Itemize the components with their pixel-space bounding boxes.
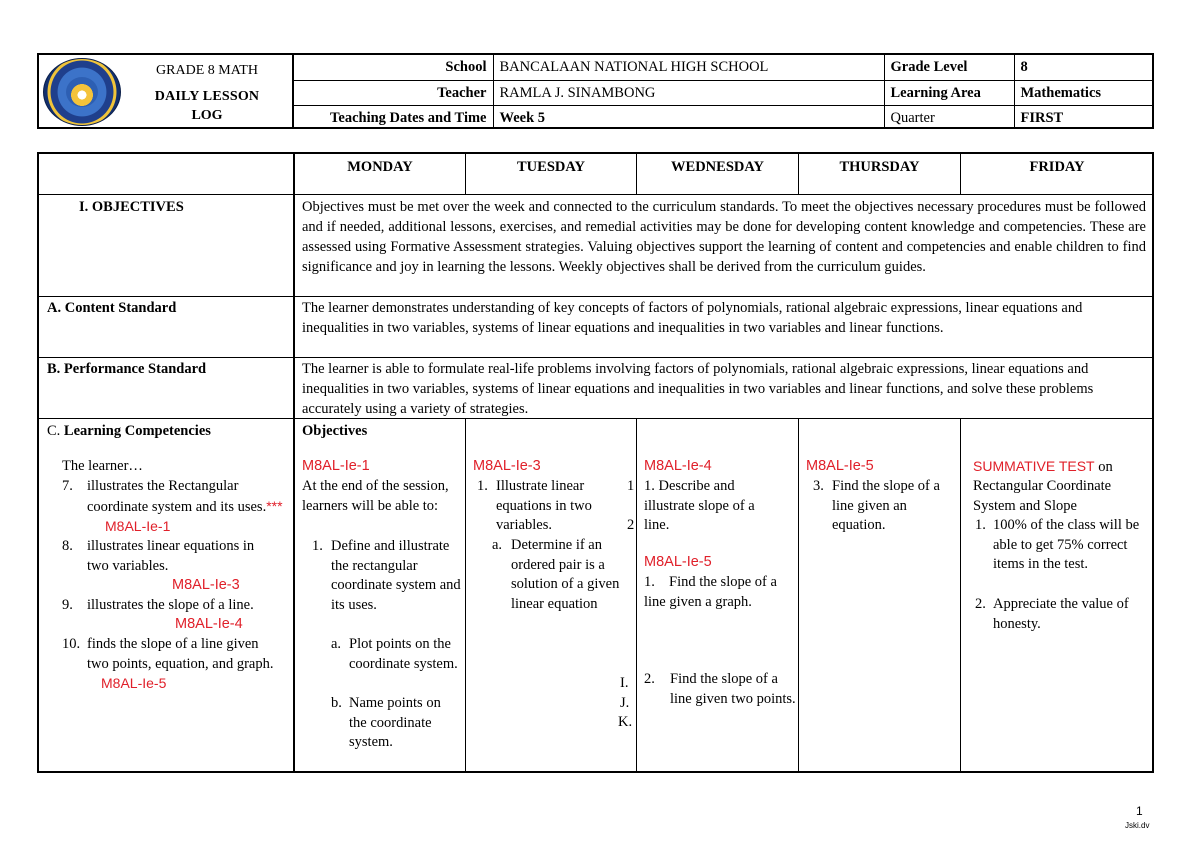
objectives-text: Objectives must be met over the week and connected to the curriculum standards. To meet the objectives necessary procedures must be followed and if needed, additional lessons, exercises, and remedial activities may be done for developing content knowledge and competencies. These are assessed using Formative Assessment strategies. Valuing objectives support the learning of content and competencies and enable children to find significance and joy in learning the lessons. Weekly objectives shall be derived from the curriculum guides. bbox=[302, 199, 1146, 275]
label-prefix: C. bbox=[47, 423, 64, 439]
friday-item: Appreciate the value of honesty. bbox=[993, 596, 1129, 632]
friday-item-num: 2. bbox=[975, 596, 986, 612]
quarter-value: FIRST bbox=[1014, 105, 1152, 129]
competency-num: 8. bbox=[62, 538, 73, 554]
grade-level-label: Grade Level bbox=[884, 55, 1014, 80]
wednesday-item: Find the slope of a line given two points. bbox=[670, 671, 796, 707]
day-header-wednesday: WEDNESDAY bbox=[671, 159, 764, 175]
quarter-label: Quarter bbox=[884, 105, 1014, 129]
competency-item: illustrates the slope of a line. bbox=[87, 597, 254, 613]
competency-stars: *** bbox=[266, 497, 283, 514]
tuesday-edge-mark: I. bbox=[620, 675, 629, 691]
thursday-item: Find the slope of a line given an equation. bbox=[832, 478, 940, 534]
competency-item bbox=[87, 537, 277, 576]
competency-item bbox=[87, 477, 287, 538]
teacher-value: RAMLA J. SINAMBONG bbox=[493, 80, 884, 105]
tuesday-edge-mark: 2 bbox=[627, 517, 635, 533]
footer-mark: Jski.dv bbox=[1125, 821, 1150, 830]
col-divider bbox=[465, 418, 466, 772]
thursday-item-num: 3. bbox=[813, 478, 824, 494]
wednesday-item-num: 2. bbox=[644, 671, 655, 687]
header-info-grid bbox=[294, 55, 1152, 129]
monday-intro: At the end of the session, learners will be able to: bbox=[302, 478, 449, 514]
col-divider bbox=[798, 418, 799, 772]
competency-code: M8AL-Ie-1 bbox=[105, 518, 171, 535]
doc-title-line2: DAILY LESSON bbox=[154, 89, 260, 104]
wednesday-code: M8AL-Ie-4 bbox=[644, 458, 712, 474]
tuesday-code: M8AL-Ie-3 bbox=[473, 458, 541, 474]
wednesday-item: Find the slope of a line given a graph. bbox=[644, 574, 777, 610]
tuesday-item: Illustrate linear equations in two variables. bbox=[496, 478, 592, 534]
competency-num: 10. bbox=[62, 636, 81, 652]
teaching-dates-label: Teaching Dates and Time bbox=[294, 105, 493, 129]
objectives-label: I. OBJECTIVES bbox=[79, 199, 184, 215]
day-header-friday: FRIDAY bbox=[1029, 159, 1085, 175]
performance-standard-label: B. Performance Standard bbox=[47, 361, 207, 377]
day-header-tuesday: TUESDAY bbox=[517, 159, 585, 175]
content-standard-text: The learner demonstrates understanding of key concepts of factors of polynomials, rational algebraic expressions, linear equations and inequalities in two variables, systems of linear equations and inequalities in two variables and linear functions. bbox=[302, 300, 1083, 336]
label-bold: Learning Competencies bbox=[63, 423, 211, 439]
competency-num: 9. bbox=[62, 597, 73, 613]
friday-title: Rectangular Coordinate System and Slope bbox=[973, 478, 1112, 514]
tuesday-sub-num: a. bbox=[492, 537, 503, 553]
grade-level-value: 8 bbox=[1014, 55, 1152, 80]
competency-code: M8AL-Ie-4 bbox=[175, 616, 243, 632]
monday-objectives-heading: Objectives bbox=[302, 423, 368, 439]
tuesday-sub-a: Determine if an ordered pair is a solution of a given linear equation bbox=[511, 537, 620, 612]
teaching-dates-value: Week 5 bbox=[493, 105, 884, 129]
content-standard-label: A. Content Standard bbox=[47, 300, 177, 316]
day-header-monday: MONDAY bbox=[347, 159, 413, 175]
friday-on: on bbox=[1094, 459, 1113, 475]
doc-title-line3: LOG bbox=[191, 108, 223, 123]
learning-competencies-label bbox=[47, 421, 211, 441]
tuesday-item-num: 1. bbox=[477, 478, 488, 494]
day-header-thursday: THURSDAY bbox=[839, 159, 920, 175]
performance-standard-text: The learner is able to formulate real-life problems involving factors of polynomials, rational algebraic expressions, linear equations and inequalities in two variables, systems of linear equations and inequalities in two variables and linear functions, and solve these problems accurately using a variety of strategies. bbox=[302, 361, 1094, 417]
col-divider bbox=[636, 418, 637, 772]
competency-text: finds the slope of a line given two points, equation, and graph. bbox=[87, 636, 274, 672]
row-divider bbox=[38, 357, 1153, 358]
row-divider bbox=[38, 194, 1153, 195]
school-value: BANCALAAN NATIONAL HIGH SCHOOL bbox=[493, 55, 884, 80]
doc-title-line1: GRADE 8 MATH bbox=[156, 63, 258, 78]
monday-sub-num: b. bbox=[331, 695, 342, 711]
monday-sub-num: a. bbox=[331, 636, 342, 652]
competency-text: illustrates linear equations in two variables. bbox=[87, 538, 255, 574]
wednesday-item-num: 1. bbox=[644, 574, 655, 590]
monday-sub-a: Plot points on the coordinate system. bbox=[349, 636, 458, 672]
learning-area-value: Mathematics bbox=[1014, 80, 1152, 105]
competency-code: M8AL-Ie-3 bbox=[172, 577, 240, 593]
page-number: 1 bbox=[1136, 804, 1143, 818]
competency-code: M8AL-Ie-5 bbox=[101, 675, 167, 692]
wednesday-item: 1. Describe and illustrate slope of a line. bbox=[644, 478, 755, 534]
friday-item: 100% of the class will be able to get 75% correct items in the test. bbox=[993, 517, 1140, 573]
monday-sub-b: Name points on the coordinate system. bbox=[349, 695, 441, 751]
learning-area-label: Learning Area bbox=[884, 80, 1014, 105]
thursday-code: M8AL-Ie-5 bbox=[806, 458, 874, 474]
col-divider bbox=[293, 153, 295, 772]
school-label: School bbox=[294, 55, 493, 80]
friday-code: SUMMATIVE TEST bbox=[973, 458, 1095, 474]
wednesday-code: M8AL-Ie-5 bbox=[644, 554, 712, 570]
friday-item-num: 1. bbox=[975, 517, 986, 533]
competencies-intro: The learner… bbox=[62, 458, 143, 474]
tuesday-edge-mark: K. bbox=[618, 714, 633, 730]
col-divider bbox=[960, 418, 961, 772]
teacher-label: Teacher bbox=[294, 80, 493, 105]
monday-code: M8AL-Ie-1 bbox=[302, 458, 370, 474]
competency-text: illustrates the Rectangular coordinate system and its uses. bbox=[87, 478, 267, 515]
tuesday-edge-mark: 1 bbox=[627, 478, 635, 494]
monday-item: Define and illustrate the rectangular coordinate system and its uses. bbox=[331, 538, 461, 613]
school-seal-logo bbox=[43, 58, 121, 126]
row-divider bbox=[38, 296, 1153, 297]
competency-item bbox=[87, 635, 282, 695]
monday-item-num: 1. bbox=[312, 538, 323, 554]
friday-heading bbox=[973, 457, 1151, 478]
tuesday-edge-mark: J. bbox=[620, 695, 630, 711]
competency-num: 7. bbox=[62, 478, 73, 494]
